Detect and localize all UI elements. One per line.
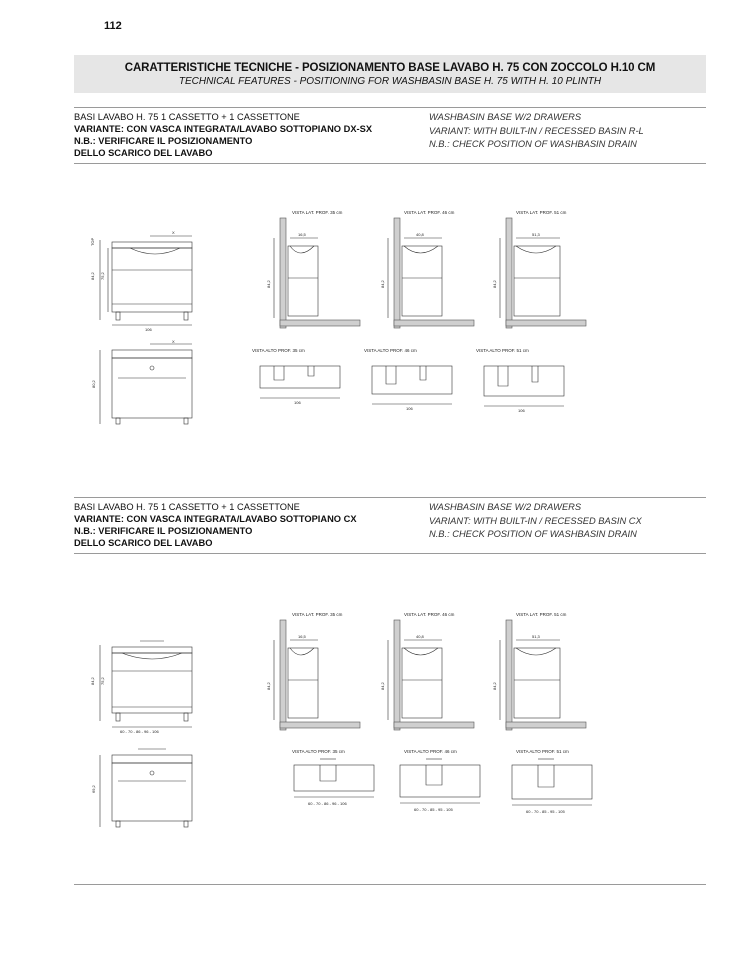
section-1-top-view-1 xyxy=(252,348,340,405)
section-2-top-caption-3: VISTA ALTO PROF. 51 cm xyxy=(516,749,569,754)
section-2-line3: N.B.: VERIFICARE IL POSIZIONAMENTO xyxy=(74,526,253,536)
svg-text:84,2: 84,2 xyxy=(90,272,95,280)
svg-text:84,2: 84,2 xyxy=(380,280,385,288)
section-2-top-width-1: 60 - 70 - 86 - 96 - 106 xyxy=(308,801,347,806)
svg-text:84,2: 84,2 xyxy=(266,682,271,690)
section-1-top-width-3: 106 xyxy=(518,408,525,413)
svg-text:X: X xyxy=(172,339,175,344)
svg-text:69,2: 69,2 xyxy=(91,785,96,793)
section-1-side-view-2 xyxy=(380,210,474,328)
section-1-side-dim-3: 51,3 xyxy=(532,232,540,237)
svg-text:84,2: 84,2 xyxy=(492,682,497,690)
section-1-side-dim-1: 16,5 xyxy=(298,232,306,237)
section-1-top-view-3 xyxy=(476,348,564,413)
section-2-top-view-3 xyxy=(512,749,592,814)
section-1-en3: N.B.: CHECK POSITION OF WASHBASIN DRAIN xyxy=(429,139,637,149)
section-2-side-dim-1: 16,5 xyxy=(298,634,306,639)
section-2-side-views xyxy=(262,610,592,730)
section-1-header xyxy=(74,111,706,165)
section-2-side-view-1 xyxy=(266,612,360,730)
section-2-top-caption-1: VISTA ALTO PROF. 35 cm xyxy=(292,749,345,754)
section-1-front-width: 106 xyxy=(145,327,152,332)
section-2-line2: VARIANTE: CON VASCA INTEGRATA/LAVABO SOTTOPIANO CX xyxy=(74,514,357,524)
section-2-top-width-3: 60 - 70 - 85 - 95 - 105 xyxy=(526,809,565,814)
section-1-top-caption-1: VISTA ALTO PROF. 35 cm xyxy=(252,348,305,353)
section-1-side-view-1 xyxy=(266,210,360,328)
section-2-top-view-1 xyxy=(292,749,374,806)
section-2-en3: N.B.: CHECK POSITION OF WASHBASIN DRAIN xyxy=(429,529,637,539)
section-2-side-caption-1: VISTA LAT. PROF. 35 cm xyxy=(292,612,343,617)
svg-text:75,2: 75,2 xyxy=(100,272,105,280)
title-english: TECHNICAL FEATURES - POSITIONING FOR WASHBASIN BASE H. 75 WITH H. 10 PLINTH xyxy=(178,76,602,87)
section-1-en1: WASHBASIN BASE W/2 DRAWERS xyxy=(429,112,582,122)
section-1-front-detail xyxy=(90,340,210,430)
title-italian: CARATTERISTICHE TECNICHE - POSIZIONAMENTO BASE LAVABO H. 75 CON ZOCCOLO H.10 CM xyxy=(124,62,656,74)
section-1-top-width-1: 106 xyxy=(294,400,301,405)
section-2-text-it xyxy=(74,501,357,549)
section-2-top-views xyxy=(280,745,610,820)
svg-text:80,2: 80,2 xyxy=(91,380,96,388)
section-2-en1: WASHBASIN BASE W/2 DRAWERS xyxy=(429,502,582,512)
section-1-side-caption-1: VISTA LAT. PROF. 35 cm xyxy=(292,210,343,215)
section-2-top-width-2: 60 - 70 - 85 - 95 - 105 xyxy=(414,807,453,812)
section-1-side-caption-3: VISTA LAT. PROF. 51 cm xyxy=(516,210,567,215)
section-1-side-caption-2: VISTA LAT. PROF. 46 cm xyxy=(404,210,455,215)
section-1-en2: VARIANT: WITH BUILT-IN / RECESSED BASIN R-L xyxy=(429,125,644,136)
svg-text:X: X xyxy=(172,230,175,235)
section-2-line1: BASI LAVABO H. 75 1 CASSETTO + 1 CASSETTONE xyxy=(74,502,300,512)
section-1-side-dim-2: 40,8 xyxy=(416,232,424,237)
section-1-text-it xyxy=(74,111,372,159)
section-1-bottom-rule xyxy=(74,163,706,164)
section-2-line4: DELLO SCARICO DEL LAVABO xyxy=(74,538,213,548)
section-2-front-view xyxy=(90,635,210,735)
section-1-line4: DELLO SCARICO DEL LAVABO xyxy=(74,148,213,158)
svg-text:84,2: 84,2 xyxy=(380,682,385,690)
svg-text:84,2: 84,2 xyxy=(90,677,95,685)
section-2-side-dim-2: 40,8 xyxy=(416,634,424,639)
svg-text:84,2: 84,2 xyxy=(492,280,497,288)
svg-text:84,2: 84,2 xyxy=(266,280,271,288)
section-2-en2: VARIANT: WITH BUILT-IN / RECESSED BASIN CX xyxy=(429,515,642,526)
section-1-side-view-3 xyxy=(492,210,586,328)
section-2-side-view-2 xyxy=(380,612,474,730)
page-bottom-rule xyxy=(74,884,706,885)
section-2-side-caption-3: VISTA LAT. PROF. 51 cm xyxy=(516,612,567,617)
section-1-line3: N.B.: VERIFICARE IL POSIZIONAMENTO xyxy=(74,136,253,146)
svg-text:75,2: 75,2 xyxy=(100,677,105,685)
section-1-top-views xyxy=(250,346,580,416)
section-1-line1: BASI LAVABO H. 75 1 CASSETTO + 1 CASSETTONE xyxy=(74,112,300,122)
page-number: 112 xyxy=(104,20,122,32)
section-2-bottom-rule xyxy=(74,553,706,554)
section-2-front-detail xyxy=(90,745,210,835)
section-2-top-caption-2: VISTA ALTO PROF. 46 cm xyxy=(404,749,457,754)
section-1-top-view-2 xyxy=(364,348,452,411)
section-1-front-view xyxy=(90,230,210,330)
section-1-top-width-2: 106 xyxy=(406,406,413,411)
section-2-side-dim-3: 51,3 xyxy=(532,634,540,639)
section-2-text-en xyxy=(429,501,642,542)
section-1-top-caption-3: VISTA ALTO PROF. 51 cm xyxy=(476,348,529,353)
section-1-line2: VARIANTE: CON VASCA INTEGRATA/LAVABO SOTTOPIANO DX-SX xyxy=(74,124,373,134)
title-band xyxy=(74,55,706,93)
section-2-front-width: 60 - 70 - 86 - 96 - 106 xyxy=(120,729,159,734)
svg-text:TOP: TOP xyxy=(90,237,95,246)
section-1-top-rule xyxy=(74,107,706,108)
section-1-side-views xyxy=(262,208,592,328)
section-2-top-rule xyxy=(74,497,706,498)
section-2-side-view-3 xyxy=(492,612,586,730)
section-2-header xyxy=(74,501,706,555)
section-2-top-view-2 xyxy=(400,749,480,812)
section-1-top-caption-2: VISTA ALTO PROF. 46 cm xyxy=(364,348,417,353)
section-1-text-en xyxy=(429,111,644,152)
section-2-side-caption-2: VISTA LAT. PROF. 46 cm xyxy=(404,612,455,617)
